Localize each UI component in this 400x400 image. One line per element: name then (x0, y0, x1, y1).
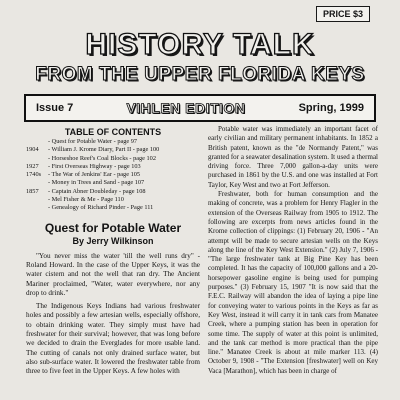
toc-item-year (26, 204, 48, 212)
toc-item-text: - First Overseas Highway - page 103 (48, 162, 141, 170)
toc-item-text: - The War of Jenkins' Ear - page 105 (48, 171, 141, 179)
toc-item-year: 1904 (26, 146, 39, 154)
left-column (26, 127, 200, 381)
newsletter-subtitle: FROM THE UPPER FLORIDA KEYS (35, 64, 365, 85)
toc-item (26, 196, 200, 204)
toc-list (26, 138, 200, 213)
toc-item-text: - Genealogy of Richard Pinder - Page 111 (48, 204, 154, 212)
toc-item-year (26, 138, 48, 146)
toc-item-year: 1927 (26, 162, 39, 170)
toc-item (26, 155, 200, 163)
newsletter-title: HISTORY TALK (85, 28, 315, 61)
toc-item-text: - Mel Fisher & Me - Page 110 (48, 196, 124, 204)
toc-item (26, 146, 200, 154)
toc-item-year (26, 179, 48, 187)
toc-item-year: 1740s (26, 171, 42, 179)
toc-item-year (26, 155, 48, 163)
edition-name: VIHLEN EDITION (126, 100, 246, 116)
toc-title: TABLE OF CONTENTS (64, 127, 162, 137)
issue-date: Spring, 1999 (298, 102, 364, 114)
toc-item-text: - Quest for Potable Water - page 97 (48, 138, 138, 145)
toc-item (26, 204, 200, 212)
toc-item-text: - Money in Trees and Sand - page 107 (48, 179, 145, 187)
issue-bar (24, 94, 376, 122)
toc-item (26, 171, 200, 179)
toc-item (26, 163, 200, 171)
toc-item-text: - Captain Abner Doubleday - page 108 (48, 187, 146, 195)
article-paragraph: Potable water was immediately an important facet of early civilian and military permanent inhabitants. In 1852 a British patent, known as the "de Normandy Patent," was granted for a seawater desalination system. It used a thermal driving force. Three 7,000 gallon-a-day units were purchased in 1861 by the U.S. and one was installed at Fort Taylor, Key West and two at Fort Jefferson. (208, 125, 378, 189)
toc-item-text: - Horseshoe Reef's Coal Blocks - page 102 (48, 154, 156, 162)
article-author: By Jerry Wilkinson (72, 235, 154, 246)
right-column (208, 125, 378, 376)
toc-item (26, 179, 200, 187)
article-paragraph: Freshwater, both for human consumption and the making of concrete, was a problem for Henry Flagler in the extension of the Overseas Railway from 1905 to 1912. The following are excerpts from news articles found in the Krome collection of clippings: (1) February 20, 1906 - "An attempt will be made to secure artesian wells on the Keys along the line of the Key West Extension." (2) July 7, 1906 - "The large freshwater tank at Big Pine Key has been completed. It has the capacity of 100,000 gallons and a 20-horsepower gasoline engine is being used for pumping purposes." (3) February 15, 1907 "It is now said that the F.E.C. Railway will abandon the idea of laying a pipe line for conveying water to various points in the Keys as far as Key West, instead it will carry it in tank cars from Manatee Creek, where a pumping station has been in operation for some time. The supply of water at this point is unlimited, and the tank car method is more practical than the pipe line." Manatee Creek is about at mile marker 113. (4) October 9, 1908 - "The Extension [freshwater] well on Key Vaca [Marathon], which has been in charge of (208, 190, 378, 375)
article-paragraph: The Indigenous Keys Indians had various freshwater holes and possibly a few artesian wells, especially offshore, to obtain drinking water. They simply must have had freshwater for their survival; however, that was long before we decided to drain the Everglades for more usable land. The cutting of canals not only drained surface water, but also sub-surface water. It lowered the freshwater table from three to five feet in the Upper Keys. A few holes with (26, 302, 200, 376)
issue-number: Issue 7 (36, 102, 74, 114)
toc-item-year: 1857 (26, 187, 39, 195)
toc-item-year (26, 196, 48, 204)
toc-item (26, 138, 200, 146)
toc-item-text: - William J. Krome Diary, Part II - page 100 (48, 146, 160, 154)
article-paragraph: "You never miss the water 'till the well runs dry" -Roland Howard. In the case of the Upper Keys, it was the water cistern and not the well that ran dry. The Ancient Mariner proclaimed, "Water, water everywhere, nor any drop to drink." (26, 251, 200, 297)
article-title: Quest for Potable Water (44, 220, 182, 235)
toc-item (26, 188, 200, 196)
price-label: PRICE $3 (316, 6, 370, 22)
